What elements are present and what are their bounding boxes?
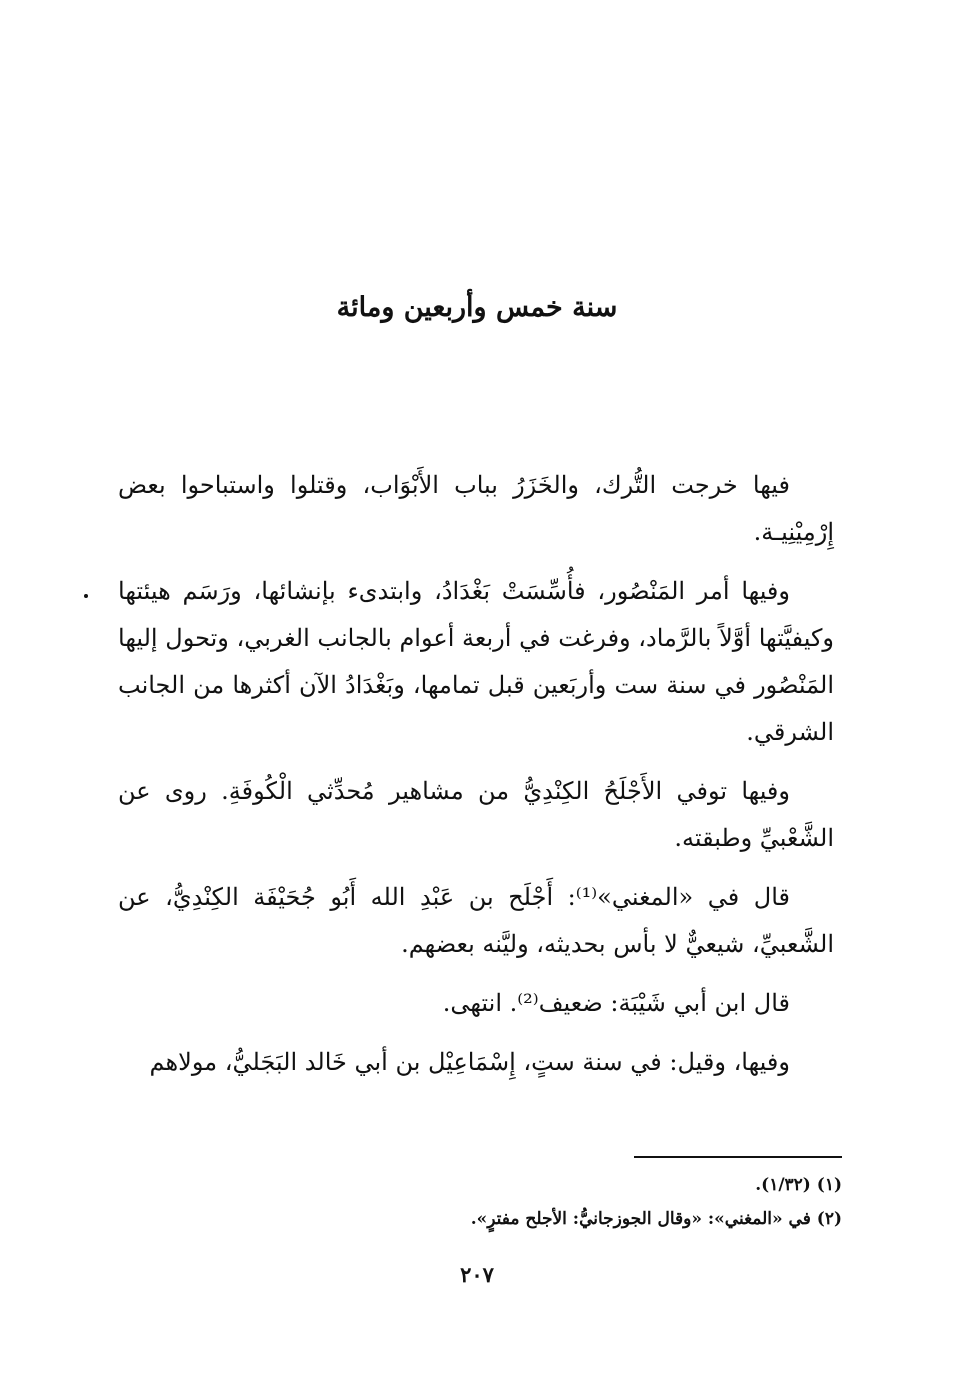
page-number: ٢٠٧ — [460, 1262, 494, 1287]
footnote-separator — [634, 1156, 842, 1158]
footnote-2: (٢) في «المغني»: «وقال الجوزجانيُّ: الأجلح مفترٍ». — [470, 1209, 842, 1229]
main-text — [118, 462, 834, 1098]
paragraph-4: قال في «المغني»⁽¹⁾: أَجْلَح بن عَبْدِ الله أَبُو جُحَيْفَة الكِنْدِيُّ، عن الشَّعبيِّ، شيعيٌّ لا بأس بحديثه، وليَّنه بعضهم. — [118, 883, 834, 958]
margin-dot — [84, 594, 88, 598]
footnote-1: (١) (١/٣٢). — [755, 1175, 842, 1195]
chapter-title: سنة خمس وأربعين ومائة — [336, 292, 618, 323]
paragraph-3: وفيها توفي الأَجْلَحُ الكِنْدِيُّ من مشاهير مُحدِّثي الْكُوفَةِ. روى عن الشَّعْبيِّ وطبقته. — [118, 777, 834, 852]
paragraph-1: فيها خرجت التُّرك، والخَزَرُ بباب الأَبْوَاب، وقتلوا واستباحوا بعض إِرْمِيْنِيـة. — [118, 471, 834, 546]
footnotes — [126, 1168, 842, 1236]
paragraph-2: وفيها أمر المَنْصُور، فأُسِّسَتْ بَغْدَادُ، وابتدىء بإنشائها، ورَسَم هيئتها وكيفيَّتها أوَّلاً بالرَّماد، وفرغت في أربعة أعوام بالجانب الغربي، وتحول إليها المَنْصُور في سنة ست وأربَعين قبل تمامها، وبَغْدَادُ الآن أكثرها من الجانب الشرقي. — [118, 577, 834, 746]
paragraph-6: وفيها، وقيل: في سنة ستٍ، إِسْمَاعِيْل بن أبي خَالد البَجَليُّ، مولاهم — [149, 1048, 790, 1076]
paragraph-5: قال ابن أبي شَيْبَة: ضعيف⁽²⁾. انتهى. — [442, 989, 790, 1017]
